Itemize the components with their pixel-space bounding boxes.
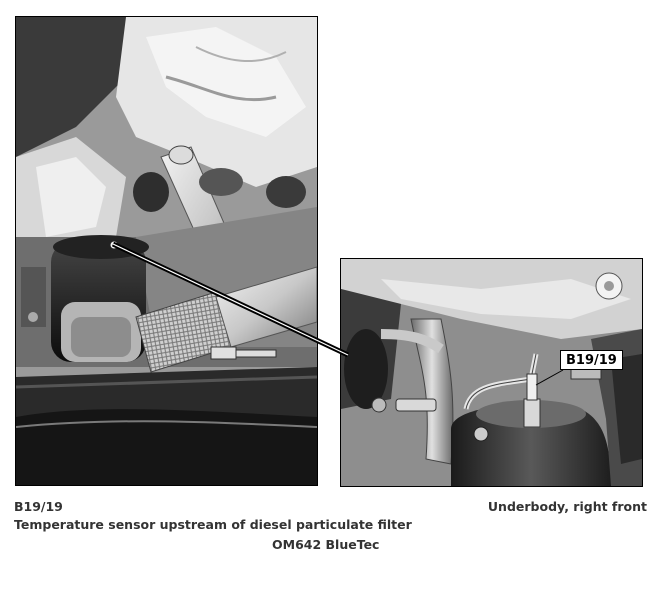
location-caption: Underbody, right front [487,499,647,514]
underbody-photo-drawing [16,17,317,485]
sensor-detail-photo-drawing [341,259,642,486]
underbody-photo [15,16,318,486]
sensor-detail-photo [340,258,643,487]
component-description: Temperature sensor upstream of diesel particulate filter [14,517,412,532]
component-code: B19/19 [14,499,63,514]
engine-designation: OM642 BlueTec [272,537,380,552]
callout-label: B19/19 [560,350,623,370]
